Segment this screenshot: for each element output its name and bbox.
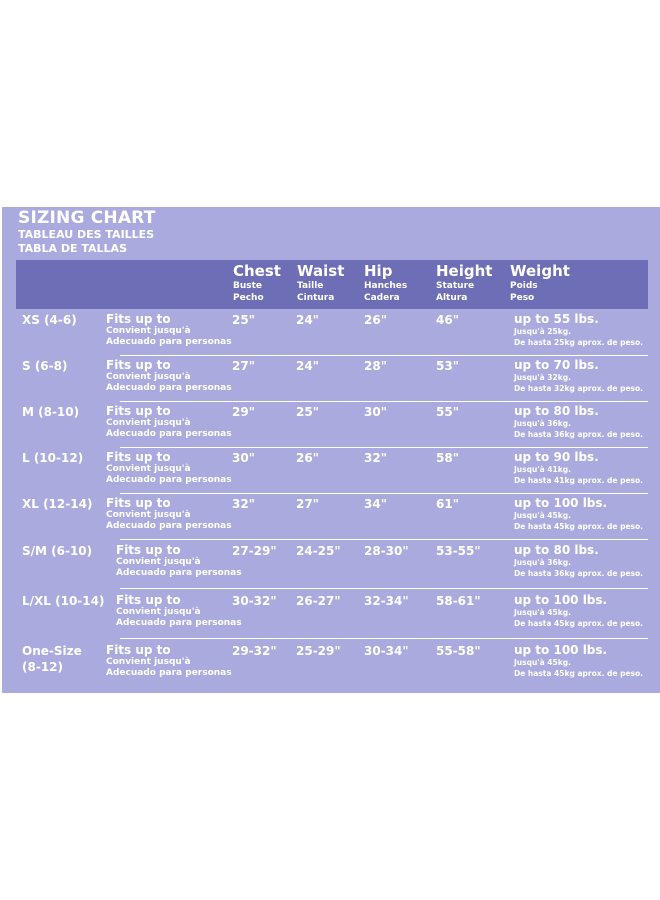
weight-french: Jusqu'à 45kg. <box>514 608 571 617</box>
weight-value: up to 55 lbs. <box>514 312 599 326</box>
fits-french: Convient jusqu'à <box>116 557 201 567</box>
fits-spanish: Adecuado para personas <box>106 521 232 531</box>
table-row <box>16 494 648 540</box>
fits-french: Convient jusqu'à <box>116 607 201 617</box>
size-label: L (10-12) <box>22 451 84 465</box>
waist-value: 25" <box>296 405 319 419</box>
header-height <box>436 262 492 304</box>
fits-label: Fits up to <box>116 593 181 607</box>
weight-spanish: De hasta 25kg aprox. de peso. <box>514 338 644 347</box>
hip-value: 30-34" <box>364 644 409 658</box>
chart-title-french: TABLEAU DES TAILLES <box>18 228 155 241</box>
fits-cell <box>106 496 232 532</box>
header-weight-spanish: Peso <box>510 293 535 303</box>
sizing-chart <box>2 207 660 693</box>
header-waist-label: Waist <box>297 262 345 280</box>
weight-french: Jusqu'à 41kg. <box>514 465 571 474</box>
fits-spanish: Adecuado para personas <box>116 618 242 628</box>
chart-title: SIZING CHART <box>18 208 156 228</box>
table-row <box>16 641 648 691</box>
waist-value: 25-29" <box>296 644 341 658</box>
header-waist-french: Taille <box>297 281 324 291</box>
height-value: 55-58" <box>436 644 481 658</box>
header-hip-french: Hanches <box>364 281 408 291</box>
size-label: M (8-10) <box>22 405 80 419</box>
row-divider <box>120 638 648 639</box>
hip-value: 28-30" <box>364 544 409 558</box>
height-value: 58-61" <box>436 594 481 608</box>
fits-label: Fits up to <box>106 404 171 418</box>
header-height-spanish: Altura <box>436 293 468 303</box>
weight-french: Jusqu'à 36kg. <box>514 558 571 567</box>
size-label: S (6-8) <box>22 359 68 373</box>
weight-cell <box>514 450 643 486</box>
fits-label: Fits up to <box>106 312 171 326</box>
fits-label: Fits up to <box>106 496 171 510</box>
header-waist <box>297 262 344 304</box>
hip-value: 34" <box>364 497 387 511</box>
waist-value: 24" <box>296 313 319 327</box>
height-value: 53-55" <box>436 544 481 558</box>
height-value: 61" <box>436 497 459 511</box>
weight-french: Jusqu'à 45kg. <box>514 511 571 520</box>
hip-value: 32" <box>364 451 387 465</box>
weight-french: Jusqu'à 45kg. <box>514 658 571 667</box>
chart-titles <box>18 209 156 256</box>
fits-label: Fits up to <box>106 358 171 372</box>
fits-french: Convient jusqu'à <box>106 657 191 667</box>
chart-title-spanish: TABLA DE TALLAS <box>18 242 127 255</box>
fits-french: Convient jusqu'à <box>106 418 191 428</box>
weight-french: Jusqu'à 25kg. <box>514 327 571 336</box>
height-value: 53" <box>436 359 459 373</box>
row-divider <box>120 539 648 540</box>
weight-value: up to 100 lbs. <box>514 496 608 510</box>
height-value: 58" <box>436 451 459 465</box>
fits-spanish: Adecuado para personas <box>116 568 242 578</box>
hip-value: 30" <box>364 405 387 419</box>
fits-french: Convient jusqu'à <box>106 326 191 336</box>
chest-value: 25" <box>232 313 255 327</box>
chest-value: 29-32" <box>232 644 277 658</box>
header-chest-label: Chest <box>233 262 281 280</box>
header-height-french: Stature <box>436 281 475 291</box>
header-chest-french: Buste <box>233 281 263 291</box>
fits-spanish: Adecuado para personas <box>106 383 232 393</box>
header-hip-label: Hip <box>364 262 393 280</box>
waist-value: 24-25" <box>296 544 341 558</box>
hip-value: 26" <box>364 313 387 327</box>
fits-spanish: Adecuado para personas <box>106 337 232 347</box>
weight-cell <box>514 643 643 679</box>
size-label: L/XL (10-14) <box>22 594 105 608</box>
chest-value: 32" <box>232 497 255 511</box>
waist-value: 26-27" <box>296 594 341 608</box>
header-height-label: Height <box>436 262 493 280</box>
fits-label: Fits up to <box>106 643 171 657</box>
weight-value: up to 100 lbs. <box>514 593 608 607</box>
fits-cell <box>116 543 242 579</box>
waist-value: 26" <box>296 451 319 465</box>
chest-value: 30" <box>232 451 255 465</box>
weight-spanish: De hasta 45kg aprox. de peso. <box>514 522 644 531</box>
weight-cell <box>514 404 643 440</box>
size-label: XL (12-14) <box>22 497 93 511</box>
weight-value: up to 80 lbs. <box>514 404 599 418</box>
fits-cell <box>106 404 232 440</box>
header-hip-spanish: Cadera <box>364 293 400 303</box>
fits-spanish: Adecuado para personas <box>106 475 232 485</box>
header-weight-french: Poids <box>510 281 538 291</box>
row-divider <box>120 588 648 589</box>
header-chest <box>233 262 281 304</box>
table-row <box>16 591 648 639</box>
fits-label: Fits up to <box>116 543 181 557</box>
fits-french: Convient jusqu'à <box>106 464 191 474</box>
fits-cell <box>106 643 232 679</box>
weight-cell <box>514 543 643 579</box>
fits-french: Convient jusqu'à <box>106 510 191 520</box>
fits-cell <box>106 358 232 394</box>
height-value: 46" <box>436 313 459 327</box>
chest-value: 29" <box>232 405 255 419</box>
weight-cell <box>514 312 643 348</box>
table-row <box>16 402 648 448</box>
fits-cell <box>106 312 232 348</box>
weight-cell <box>514 593 643 629</box>
table-row <box>16 541 648 589</box>
weight-value: up to 80 lbs. <box>514 543 599 557</box>
table-row <box>16 356 648 402</box>
header-chest-spanish: Pecho <box>233 293 264 303</box>
weight-cell <box>514 358 643 394</box>
weight-value: up to 90 lbs. <box>514 450 599 464</box>
fits-cell <box>116 593 242 629</box>
weight-spanish: De hasta 36kg aprox. de peso. <box>514 430 644 439</box>
weight-spanish: De hasta 45kg aprox. de peso. <box>514 669 644 678</box>
size-label: One-Size (8-12) <box>22 644 82 674</box>
table-row <box>16 310 648 356</box>
header-hip <box>364 262 407 304</box>
weight-value: up to 100 lbs. <box>514 643 608 657</box>
chest-value: 27" <box>232 359 255 373</box>
chest-value: 30-32" <box>232 594 277 608</box>
weight-spanish: De hasta 32kg aprox. de peso. <box>514 384 644 393</box>
fits-label: Fits up to <box>106 450 171 464</box>
fits-french: Convient jusqu'à <box>106 372 191 382</box>
chest-value: 27-29" <box>232 544 277 558</box>
fits-cell <box>106 450 232 486</box>
hip-value: 28" <box>364 359 387 373</box>
size-label: XS (4-6) <box>22 313 77 327</box>
waist-value: 24" <box>296 359 319 373</box>
weight-cell <box>514 496 643 532</box>
header-weight-label: Weight <box>510 262 570 280</box>
fits-spanish: Adecuado para personas <box>106 429 232 439</box>
weight-spanish: De hasta 36kg aprox. de peso. <box>514 569 644 578</box>
weight-french: Jusqu'à 32kg. <box>514 373 571 382</box>
table-row <box>16 448 648 494</box>
weight-spanish: De hasta 41kg aprox. de peso. <box>514 476 644 485</box>
header-weight <box>510 262 570 304</box>
fits-spanish: Adecuado para personas <box>106 668 232 678</box>
size-label: S/M (6-10) <box>22 544 93 558</box>
weight-value: up to 70 lbs. <box>514 358 599 372</box>
weight-french: Jusqu'à 36kg. <box>514 419 571 428</box>
weight-spanish: De hasta 45kg aprox. de peso. <box>514 619 644 628</box>
waist-value: 27" <box>296 497 319 511</box>
hip-value: 32-34" <box>364 594 409 608</box>
header-waist-spanish: Cintura <box>297 293 335 303</box>
height-value: 55" <box>436 405 459 419</box>
table-header <box>16 260 648 309</box>
